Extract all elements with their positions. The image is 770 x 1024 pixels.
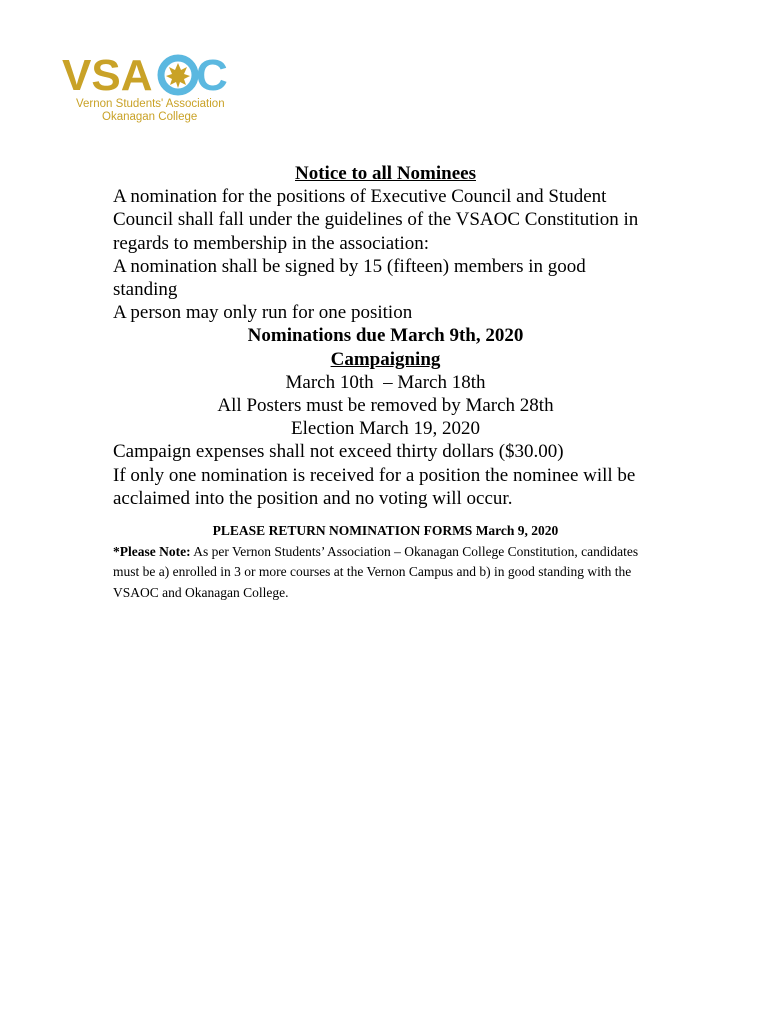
logo-letters-vsa: VSA <box>62 51 153 100</box>
logo-letter-c: C <box>196 51 228 100</box>
rule-one-position: A person may only run for one position <box>113 302 413 324</box>
return-forms-notice: PLEASE RETURN NOMINATION FORMS March 9, 2020 <box>212 523 559 539</box>
please-note-text: As per Vernon Students’ Association – Okanagan College Constitution, candidates must be a) enrolled in 3 or more courses at the Vernon Campus and b) in good standing with the VSAOC and Okanagan College. <box>113 543 639 600</box>
logo-subtitle-line1: Vernon Students' Association <box>76 98 225 110</box>
campaign-expenses: Campaign expenses shall not exceed thirty dollars ($30.00) <box>113 441 564 463</box>
notice-heading: Notice to all Nominees <box>295 163 476 184</box>
posters-removed: All Posters must be removed by March 28th <box>217 395 554 417</box>
please-note-paragraph <box>113 542 658 604</box>
vsaoc-logo-graphic <box>62 50 242 130</box>
acclamation-rule: If only one nomination is received for a position the nominee will be acclaimed into the position and no voting will occur. <box>113 464 636 509</box>
footer-note-block <box>113 521 658 603</box>
election-date: Election March 19, 2020 <box>291 418 480 440</box>
vsaoc-logo <box>62 50 242 130</box>
nominations-due: Nominations due March 9th, 2020 <box>247 325 524 347</box>
notice-intro: A nomination for the positions of Executive Council and Student Council shall fall under the guidelines of the VSAOC Constitution in regards to membership in the association: <box>113 186 639 254</box>
campaign-dates: March 10th – March 18th <box>285 371 486 393</box>
campaigning-heading: Campaigning <box>330 348 441 370</box>
notice-content <box>113 162 658 603</box>
rule-signatures: A nomination shall be signed by 15 (fifteen) members in good standing <box>113 255 586 301</box>
logo-subtitle-line2: Okanagan College <box>102 111 198 123</box>
maple-leaf-icon <box>166 63 190 88</box>
please-note-label: *Please Note: <box>113 543 191 559</box>
